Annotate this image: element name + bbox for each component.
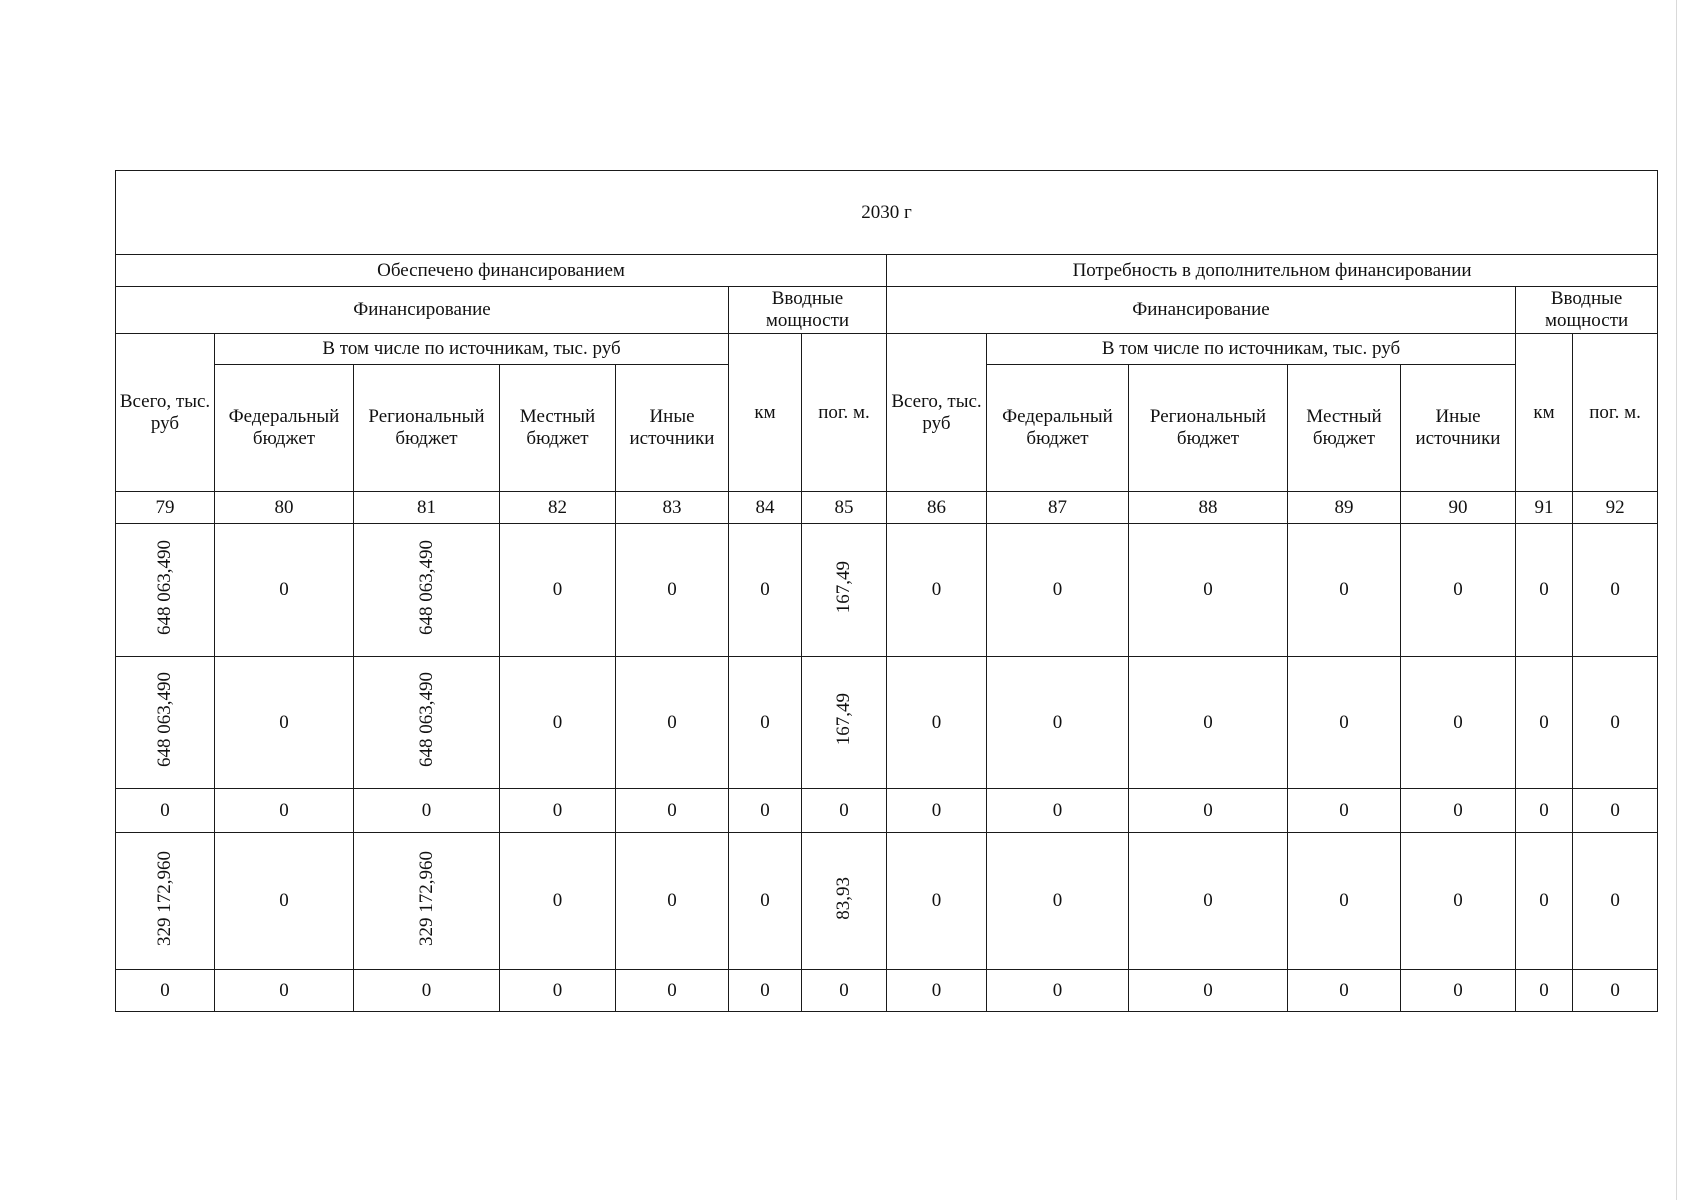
table-cell xyxy=(802,833,887,970)
table-cell: 0 xyxy=(987,524,1129,657)
column-number: 88 xyxy=(1129,492,1288,524)
table-cell xyxy=(354,524,500,657)
subgroup-row xyxy=(116,287,1658,334)
cell-value: 648 063,490 xyxy=(154,672,175,767)
table-cell: 0 xyxy=(215,657,354,789)
col-other-secured: Иные источники xyxy=(616,365,729,492)
column-number: 86 xyxy=(887,492,987,524)
table-cell: 0 xyxy=(1129,524,1288,657)
table-cell: 0 xyxy=(987,657,1129,789)
col-local-secured: Местный бюджет xyxy=(500,365,616,492)
table-cell: 0 xyxy=(500,833,616,970)
cell-value: 648 063,490 xyxy=(415,539,437,635)
table-cell: 0 xyxy=(987,970,1129,1012)
table-row xyxy=(116,789,1658,833)
table-cell xyxy=(116,524,215,657)
group-additional: Потребность в дополнительном финансировании xyxy=(887,255,1658,287)
column-number: 79 xyxy=(116,492,215,524)
column-number: 87 xyxy=(987,492,1129,524)
table-cell: 0 xyxy=(1401,657,1516,789)
table-cell: 0 xyxy=(215,524,354,657)
group-row xyxy=(116,255,1658,287)
col-federal-additional: Федеральный бюджет xyxy=(987,365,1129,492)
table-cell: 0 xyxy=(1516,833,1573,970)
table-cell: 0 xyxy=(1401,789,1516,833)
table-cell: 0 xyxy=(500,789,616,833)
table-cell xyxy=(116,657,215,789)
table-cell: 0 xyxy=(1288,789,1401,833)
table-cell: 0 xyxy=(616,657,729,789)
table-cell: 0 xyxy=(887,789,987,833)
financing-table xyxy=(115,170,1658,1012)
table-cell: 0 xyxy=(116,789,215,833)
table-title: 2030 г xyxy=(116,171,1658,255)
table-cell: 0 xyxy=(1129,970,1288,1012)
table-cell: 0 xyxy=(729,524,802,657)
table-cell: 0 xyxy=(116,970,215,1012)
table-cell: 0 xyxy=(354,789,500,833)
column-number: 89 xyxy=(1288,492,1401,524)
table-cell: 0 xyxy=(354,970,500,1012)
column-number: 91 xyxy=(1516,492,1573,524)
col-other-additional: Иные источники xyxy=(1401,365,1516,492)
table-row xyxy=(116,833,1658,970)
column-number: 92 xyxy=(1573,492,1658,524)
cell-value: 329 172,960 xyxy=(415,850,437,946)
table-cell: 0 xyxy=(1401,833,1516,970)
column-number: 90 xyxy=(1401,492,1516,524)
col-total-secured: Всего, тыс. руб xyxy=(116,334,215,492)
table-cell: 0 xyxy=(1288,833,1401,970)
table-cell: 0 xyxy=(1288,970,1401,1012)
subgroup-financing-secured: Финансирование xyxy=(116,287,729,334)
table-cell: 0 xyxy=(729,657,802,789)
table-cell xyxy=(354,833,500,970)
table-cell: 0 xyxy=(1516,789,1573,833)
table-cell: 0 xyxy=(1129,833,1288,970)
table-cell: 0 xyxy=(729,833,802,970)
table-cell: 0 xyxy=(1516,970,1573,1012)
col-total-additional: Всего, тыс. руб xyxy=(887,334,987,492)
table-cell: 0 xyxy=(1129,789,1288,833)
table-cell: 0 xyxy=(616,970,729,1012)
col-pogm-secured: пог. м. xyxy=(802,334,887,492)
table-row xyxy=(116,524,1658,657)
table-cell: 0 xyxy=(1573,970,1658,1012)
cell-value: 83,93 xyxy=(833,876,854,920)
column-number-row xyxy=(116,492,1658,524)
table-cell xyxy=(802,524,887,657)
table-cell: 0 xyxy=(887,657,987,789)
table-cell: 0 xyxy=(1401,970,1516,1012)
col-local-additional: Местный бюджет xyxy=(1288,365,1401,492)
table-cell xyxy=(802,657,887,789)
page-edge-line xyxy=(1676,0,1677,1200)
table-cell: 0 xyxy=(500,657,616,789)
group-secured: Обеспечено финансированием xyxy=(116,255,887,287)
subgroup-financing-additional: Финансирование xyxy=(887,287,1516,334)
subgroup-capacity-additional: Вводные мощности xyxy=(1516,287,1658,334)
table-cell: 0 xyxy=(1573,524,1658,657)
table-cell: 0 xyxy=(1573,657,1658,789)
table-row xyxy=(116,657,1658,789)
table-cell: 0 xyxy=(500,524,616,657)
column-number: 82 xyxy=(500,492,616,524)
table-cell: 0 xyxy=(1516,524,1573,657)
col-regional-additional: Региональный бюджет xyxy=(1129,365,1288,492)
sources-header-secured: В том числе по источникам, тыс. руб xyxy=(215,334,729,365)
column-number: 85 xyxy=(802,492,887,524)
table-cell: 0 xyxy=(616,833,729,970)
table-cell xyxy=(116,833,215,970)
table-cell: 0 xyxy=(987,789,1129,833)
table-cell: 0 xyxy=(1288,524,1401,657)
table-cell: 0 xyxy=(1573,833,1658,970)
table-cell: 0 xyxy=(729,789,802,833)
table-cell: 0 xyxy=(887,970,987,1012)
table-cell: 0 xyxy=(802,789,887,833)
table-row xyxy=(116,970,1658,1012)
table-cell: 0 xyxy=(215,833,354,970)
table-cell: 0 xyxy=(616,524,729,657)
table-cell: 0 xyxy=(887,524,987,657)
col-km-additional: км xyxy=(1516,334,1573,492)
cell-value: 167,49 xyxy=(833,560,854,614)
table-cell: 0 xyxy=(802,970,887,1012)
table-cell: 0 xyxy=(616,789,729,833)
cell-value: 167,49 xyxy=(833,693,854,746)
col-federal-secured: Федеральный бюджет xyxy=(215,365,354,492)
table-cell: 0 xyxy=(1129,657,1288,789)
column-number: 84 xyxy=(729,492,802,524)
table-cell xyxy=(354,657,500,789)
title-row xyxy=(116,171,1658,255)
col-km-secured: км xyxy=(729,334,802,492)
table-cell: 0 xyxy=(215,970,354,1012)
table-cell: 0 xyxy=(1516,657,1573,789)
table-cell: 0 xyxy=(729,970,802,1012)
cell-value: 648 063,490 xyxy=(154,539,175,635)
column-number: 83 xyxy=(616,492,729,524)
col-pogm-additional: пог. м. xyxy=(1573,334,1658,492)
sources-header-additional: В том числе по источникам, тыс. руб xyxy=(987,334,1516,365)
column-number: 80 xyxy=(215,492,354,524)
table-cell: 0 xyxy=(1401,524,1516,657)
table-cell: 0 xyxy=(887,833,987,970)
col-regional-secured: Региональный бюджет xyxy=(354,365,500,492)
cell-value: 329 172,960 xyxy=(154,850,175,946)
table-cell: 0 xyxy=(215,789,354,833)
subgroup-capacity-secured: Вводные мощности xyxy=(729,287,887,334)
table-cell: 0 xyxy=(1573,789,1658,833)
table-cell: 0 xyxy=(500,970,616,1012)
sources-row xyxy=(116,334,1658,365)
table-cell: 0 xyxy=(987,833,1129,970)
cell-value: 648 063,490 xyxy=(415,672,437,767)
column-number: 81 xyxy=(354,492,500,524)
table-cell: 0 xyxy=(1288,657,1401,789)
